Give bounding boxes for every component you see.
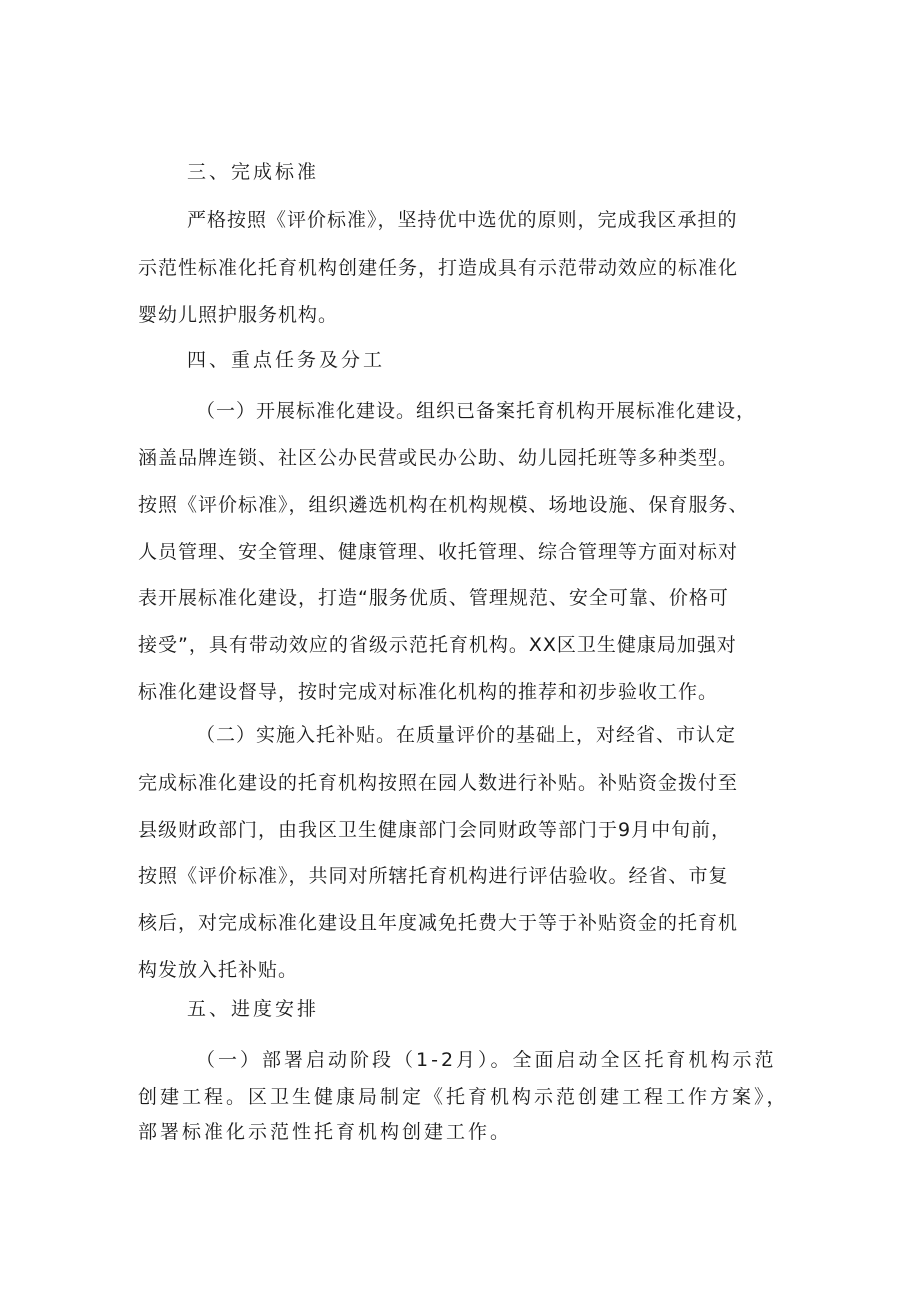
section-3-line-1: 严格按照《评价标准》，坚持优中选优的原则，完成我区承担的: [187, 209, 738, 231]
section-4-para-1-line-5: 表开展标准化建设，打造“服务优质、管理规范、安全可靠、价格可: [138, 587, 729, 609]
section-5-para-1-line-1: （一）部署启动阶段（1-2月）。全面启动全区托育机构示范: [196, 1049, 777, 1071]
section-4-para-1-line-3: 按照《评价标准》，组织遴选机构在机构规模、场地设施、保育服务、: [138, 494, 749, 516]
section-4-para-1-line-6: 接受”，具有带动效应的省级示范托育机构。XX区卫生健康局加强对: [138, 634, 737, 656]
section-4-para-1-line-1: （一）开展标准化建设。组织已备案托育机构开展标准化建设，: [196, 400, 757, 422]
section-4-para-2-line-5: 核后，对完成标准化建设且年度减免托费大于等于补贴资金的托育机: [138, 912, 739, 934]
section-4-para-1-line-4: 人员管理、安全管理、健康管理、收托管理、综合管理等方面对标对: [138, 541, 739, 563]
section-4-para-2-line-4: 按照《评价标准》，共同对所辖托育机构进行评估验收。经省、市复: [138, 865, 729, 887]
section-5-para-1-line-2: 创建工程。区卫生健康局制定《托育机构示范创建工程工作方案》，: [138, 1086, 789, 1108]
section-3-line-2: 示范性标准化托育机构创建任务，打造成具有示范带动效应的标准化: [138, 257, 739, 279]
section-4-para-2-line-1: （二）实施入托补贴。在质量评价的基础上，对经省、市认定: [196, 724, 737, 746]
section-4-para-2-line-6: 构发放入托补贴。: [138, 959, 299, 981]
section-4-para-2-line-3: 县级财政部门，由我区卫生健康部门会同财政等部门于9月中旬前，: [138, 819, 732, 841]
section-5-heading: 五、进度安排: [187, 998, 320, 1020]
section-3-line-3: 婴幼儿照护服务机构。: [138, 304, 339, 326]
section-4-para-1-line-7: 标准化建设督导，按时完成对标准化机构的推荐和初步验收工作。: [138, 681, 719, 703]
section-4-para-2-line-2: 完成标准化建设的托育机构按照在园人数进行补贴。补贴资金拨付至: [138, 772, 739, 794]
section-4-heading: 四、重点任务及分工: [187, 349, 386, 371]
section-4-para-1-line-2: 涵盖品牌连锁、社区公办民营或民办公助、幼儿园托班等多种类型。: [138, 447, 739, 469]
section-3-heading: 三、完成标准: [187, 161, 320, 183]
section-5-para-1-line-3: 部署标准化示范性托育机构创建工作。: [138, 1121, 513, 1143]
